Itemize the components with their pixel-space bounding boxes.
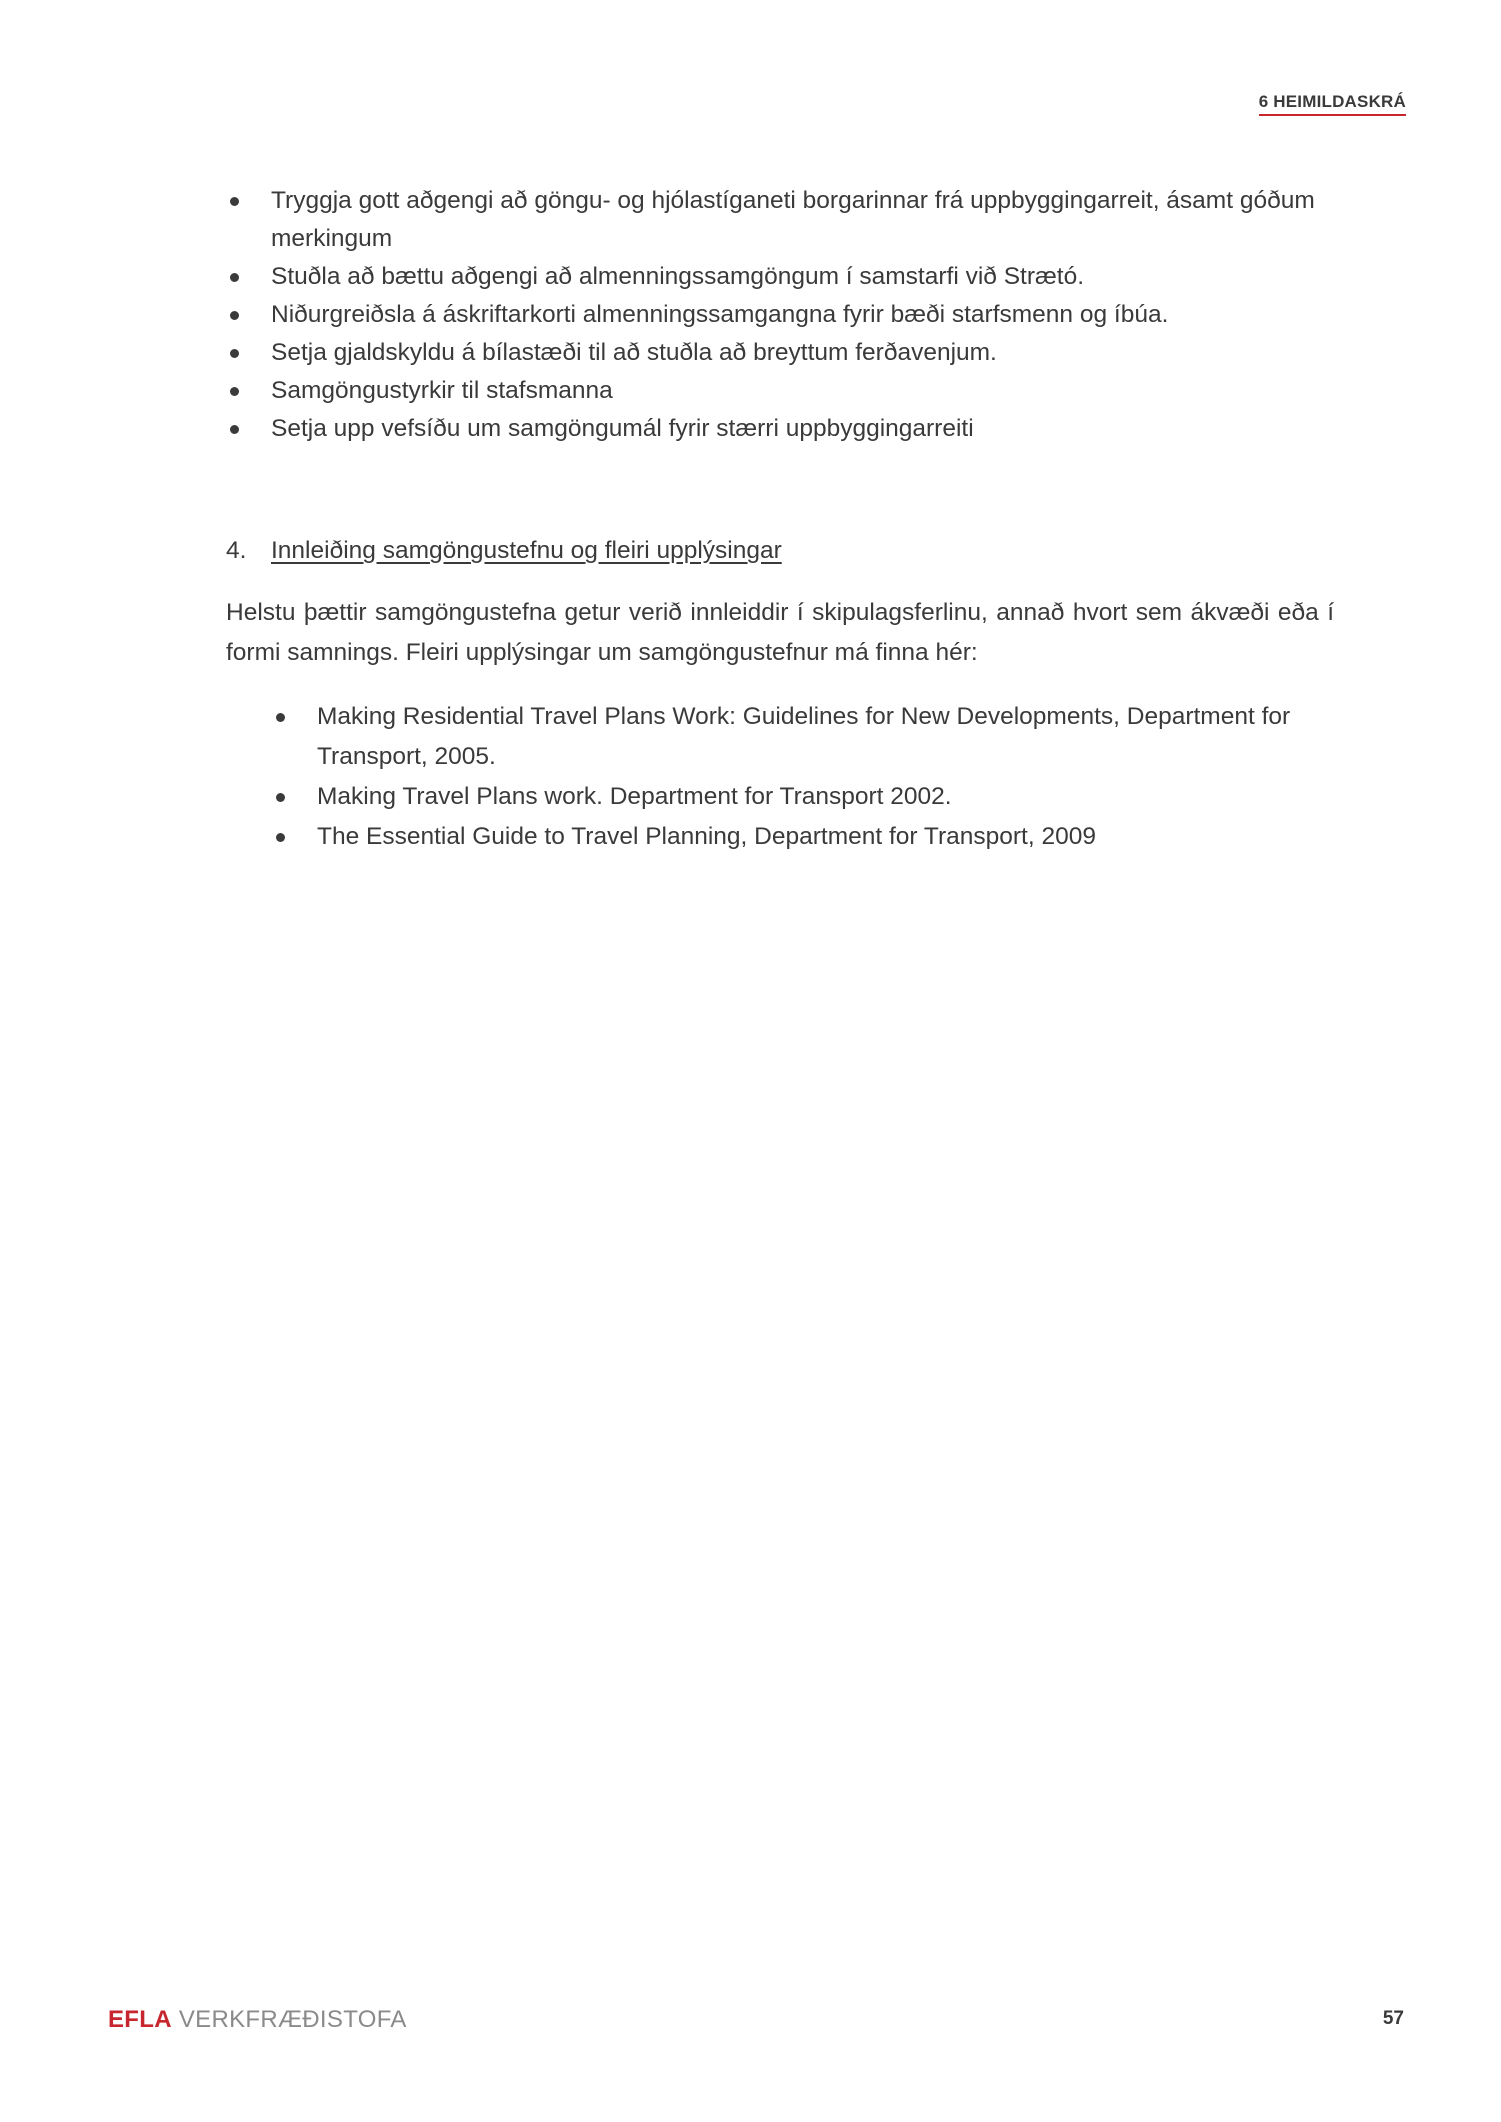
measures-list [226,182,1356,448]
references-list [272,697,1342,857]
section-title: Innleiðing samgöngustefnu og fleiri upplýsingar [271,537,782,564]
list-item: Stuðla að bættu aðgengi að almenningssamgöngum í samstarfi við Strætó. [226,258,1356,296]
logo-wordmark: VERKFRÆÐISTOFA [178,2006,407,2033]
list-item: Setja gjaldskyldu á bílastæði til að stuðla að breyttum ferðavenjum. [226,334,1356,372]
logo-brand: EFLA [108,2006,172,2033]
list-item: Making Travel Plans work. Department for Transport 2002. [272,777,1342,817]
section-number: 4. [226,537,247,564]
company-logo [108,2006,407,2034]
section-heading [226,532,782,570]
list-item: Niðurgreiðsla á áskriftarkorti almenningssamgangna fyrir bæði starfsmenn og íbúa. [226,296,1356,334]
list-item: The Essential Guide to Travel Planning, Department for Transport, 2009 [272,817,1342,857]
list-item: Making Residential Travel Plans Work: Guidelines for New Developments, Department for Transport, 2005. [272,697,1342,777]
list-item: Setja upp vefsíðu um samgöngumál fyrir stærri uppbyggingarreiti [226,410,1356,448]
list-item: Samgöngustyrkir til stafsmanna [226,372,1356,410]
page-number: 57 [1382,2008,1404,2029]
section-paragraph: Helstu þættir samgöngustefna getur verið innleiddir í skipulagsferlinu, annað hvort sem ákvæði eða í formi samnings. Fleiri upplýsingar um samgöngustefnur má finna hér: [226,599,1334,666]
chapter-header: 6 HEIMILDASKRÁ [1259,92,1406,116]
list-item: Tryggja gott aðgengi að göngu- og hjólastíganeti borgarinnar frá uppbyggingarreit, ásamt góðum merkingum [226,182,1356,258]
